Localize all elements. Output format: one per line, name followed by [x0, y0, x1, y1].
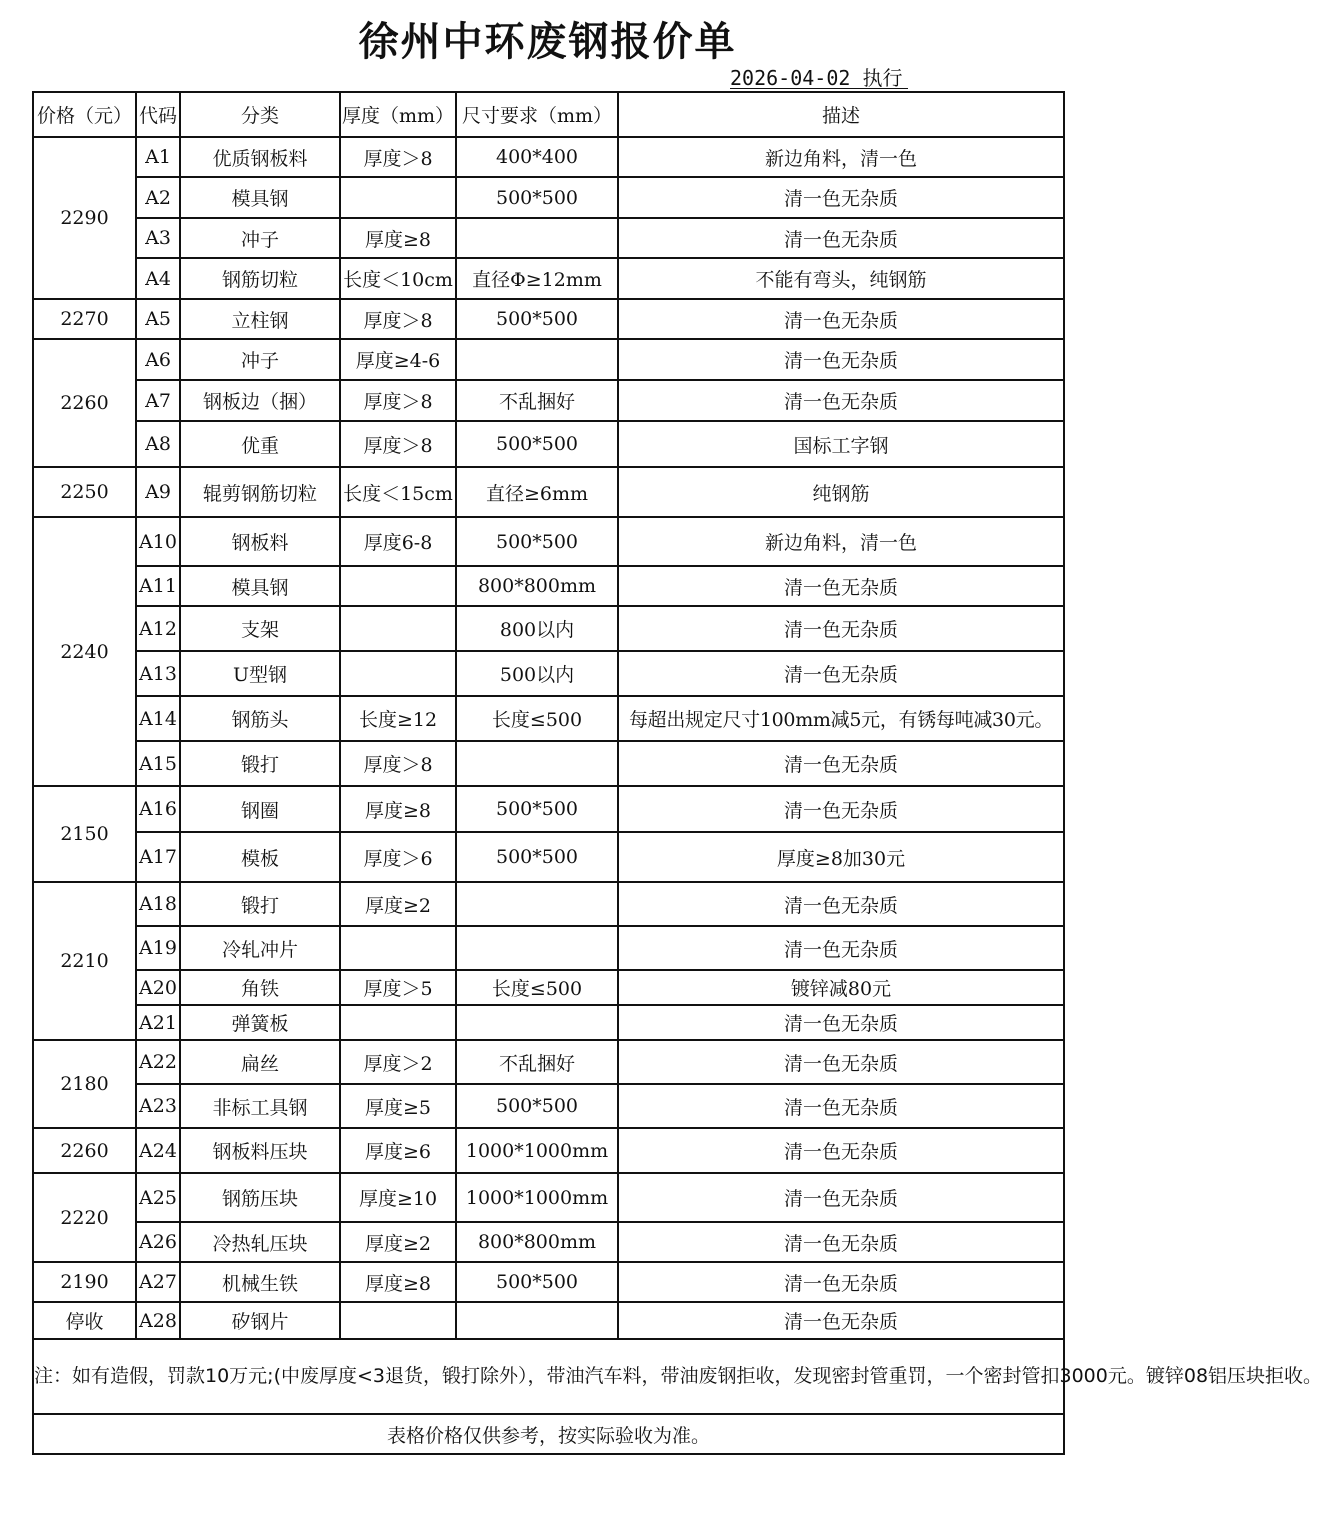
code-cell: A25	[136, 1173, 180, 1222]
header-size: 尺寸要求（mm）	[456, 92, 618, 137]
code-cell: A24	[136, 1128, 180, 1173]
description-cell: 清一色无杂质	[618, 786, 1064, 832]
category-cell: 非标工具钢	[180, 1084, 340, 1128]
size-cell: 800以内	[456, 606, 618, 651]
thickness-cell: 长度＜15cm	[340, 467, 456, 517]
thickness-cell: 厚度＞8	[340, 137, 456, 177]
table-row	[33, 177, 1064, 218]
price-cell: 2240	[33, 517, 136, 786]
category-cell: 机械生铁	[180, 1262, 340, 1302]
description-cell: 厚度≥8加30元	[618, 832, 1064, 882]
size-cell: 500*500	[456, 1084, 618, 1128]
size-cell: 长度≤500	[456, 970, 618, 1005]
code-cell: A16	[136, 786, 180, 832]
size-cell: 500*500	[456, 299, 618, 339]
size-cell: 不乱捆好	[456, 1040, 618, 1084]
table-row	[33, 467, 1064, 517]
code-cell: A19	[136, 926, 180, 970]
thickness-cell	[340, 926, 456, 970]
description-cell: 清一色无杂质	[618, 299, 1064, 339]
table-row	[33, 651, 1064, 696]
table-row	[33, 882, 1064, 926]
description-cell: 清一色无杂质	[618, 1302, 1064, 1339]
description-cell: 清一色无杂质	[618, 926, 1064, 970]
category-cell: 扁丝	[180, 1040, 340, 1084]
size-cell: 500*500	[456, 177, 618, 218]
thickness-cell: 厚度＞6	[340, 832, 456, 882]
category-cell: 角铁	[180, 970, 340, 1005]
note-row	[33, 1339, 1064, 1414]
description-cell: 清一色无杂质	[618, 1173, 1064, 1222]
category-cell: 矽钢片	[180, 1302, 340, 1339]
thickness-cell: 厚度＞8	[340, 421, 456, 467]
price-table	[32, 91, 1322, 1455]
table-row	[33, 832, 1064, 882]
description-cell: 清一色无杂质	[618, 741, 1064, 786]
thickness-cell	[340, 177, 456, 218]
code-cell: A7	[136, 380, 180, 421]
code-cell: A18	[136, 882, 180, 926]
size-cell	[456, 1302, 618, 1339]
category-cell: 冷热轧压块	[180, 1222, 340, 1262]
size-cell: 直径Φ≥12mm	[456, 258, 618, 299]
description-cell: 清一色无杂质	[618, 651, 1064, 696]
table-row	[33, 299, 1064, 339]
thickness-cell: 厚度≥8	[340, 1262, 456, 1302]
description-cell: 新边角料，清一色	[618, 137, 1064, 177]
category-cell: 钢板料压块	[180, 1128, 340, 1173]
code-cell: A12	[136, 606, 180, 651]
header-code: 代码	[136, 92, 180, 137]
table-row	[33, 1222, 1064, 1262]
code-cell: A17	[136, 832, 180, 882]
size-cell	[456, 882, 618, 926]
header-thickness: 厚度（mm）	[340, 92, 456, 137]
note-text: 注：如有造假，罚款10万元;(中废厚度<3退货，锻打除外），带油汽车料，带油废钢拒收，发现密封管重罚，一个密封管扣3000元。镀锌08铝压块拒收。	[33, 1339, 1064, 1414]
price-cell: 2270	[33, 299, 136, 339]
size-cell: 500*500	[456, 421, 618, 467]
size-cell: 500*500	[456, 832, 618, 882]
code-cell: A21	[136, 1005, 180, 1040]
disclaimer-row	[33, 1414, 1064, 1454]
size-cell: 1000*1000mm	[456, 1173, 618, 1222]
code-cell: A20	[136, 970, 180, 1005]
category-cell: 钢圈	[180, 786, 340, 832]
thickness-cell: 厚度≥6	[340, 1128, 456, 1173]
size-cell: 不乱捆好	[456, 380, 618, 421]
description-cell: 清一色无杂质	[618, 606, 1064, 651]
price-cell: 2180	[33, 1040, 136, 1128]
thickness-cell: 厚度＞8	[340, 741, 456, 786]
table-row	[33, 1302, 1064, 1339]
table-row	[33, 741, 1064, 786]
price-cell: 2190	[33, 1262, 136, 1302]
document-title: 徐州中环废钢报价单	[358, 19, 737, 65]
size-cell: 800*800mm	[456, 1222, 618, 1262]
category-cell: 钢筋头	[180, 696, 340, 741]
description-cell: 新边角料，清一色	[618, 517, 1064, 566]
thickness-cell: 厚度＞2	[340, 1040, 456, 1084]
code-cell: A11	[136, 566, 180, 606]
category-cell: 辊剪钢筋切粒	[180, 467, 340, 517]
thickness-cell	[340, 651, 456, 696]
price-cell: 2250	[33, 467, 136, 517]
description-cell: 清一色无杂质	[618, 882, 1064, 926]
price-cell: 2220	[33, 1173, 136, 1262]
code-cell: A13	[136, 651, 180, 696]
category-cell: 钢板边（捆）	[180, 380, 340, 421]
thickness-cell: 厚度＞5	[340, 970, 456, 1005]
description-cell: 清一色无杂质	[618, 1040, 1064, 1084]
size-cell: 500*500	[456, 517, 618, 566]
code-cell: A1	[136, 137, 180, 177]
table-row	[33, 517, 1064, 566]
category-cell: 锻打	[180, 882, 340, 926]
category-cell: 模具钢	[180, 177, 340, 218]
category-cell: 支架	[180, 606, 340, 651]
size-cell	[456, 741, 618, 786]
table-row	[33, 1128, 1064, 1173]
thickness-cell	[340, 1302, 456, 1339]
code-cell: A15	[136, 741, 180, 786]
table-row	[33, 786, 1064, 832]
thickness-cell	[340, 606, 456, 651]
description-cell: 清一色无杂质	[618, 1222, 1064, 1262]
description-cell: 国标工字钢	[618, 421, 1064, 467]
category-cell: 冲子	[180, 218, 340, 258]
thickness-cell: 厚度≥10	[340, 1173, 456, 1222]
size-cell	[456, 339, 618, 380]
code-cell: A8	[136, 421, 180, 467]
size-cell: 500*500	[456, 1262, 618, 1302]
size-cell: 500以内	[456, 651, 618, 696]
header-row	[33, 92, 1064, 137]
price-cell: 2150	[33, 786, 136, 882]
code-cell: A5	[136, 299, 180, 339]
code-cell: A14	[136, 696, 180, 741]
size-cell: 400*400	[456, 137, 618, 177]
table-row	[33, 606, 1064, 651]
category-cell: 钢筋压块	[180, 1173, 340, 1222]
category-cell: 弹簧板	[180, 1005, 340, 1040]
description-cell: 清一色无杂质	[618, 1262, 1064, 1302]
thickness-cell: 厚度＞8	[340, 380, 456, 421]
description-cell: 清一色无杂质	[618, 339, 1064, 380]
category-cell: 优重	[180, 421, 340, 467]
table-body	[33, 137, 1064, 1339]
description-cell: 清一色无杂质	[618, 1128, 1064, 1173]
category-cell: 立柱钢	[180, 299, 340, 339]
size-cell	[456, 1005, 618, 1040]
thickness-cell: 厚度6-8	[340, 517, 456, 566]
thickness-cell: 厚度≥2	[340, 882, 456, 926]
table-row	[33, 926, 1064, 970]
table-row	[33, 566, 1064, 606]
category-cell: 模板	[180, 832, 340, 882]
code-cell: A4	[136, 258, 180, 299]
price-cell: 停收	[33, 1302, 136, 1339]
thickness-cell: 厚度≥8	[340, 218, 456, 258]
table-row	[33, 1040, 1064, 1084]
price-cell: 2290	[33, 137, 136, 299]
thickness-cell: 厚度≥8	[340, 786, 456, 832]
size-cell: 1000*1000mm	[456, 1128, 618, 1173]
size-cell: 直径≥6mm	[456, 467, 618, 517]
description-cell: 镀锌减80元	[618, 970, 1064, 1005]
category-cell: 冷轧冲片	[180, 926, 340, 970]
table-row	[33, 339, 1064, 380]
description-cell: 清一色无杂质	[618, 1005, 1064, 1040]
size-cell: 长度≤500	[456, 696, 618, 741]
table-row	[33, 1173, 1064, 1222]
description-cell: 清一色无杂质	[618, 1084, 1064, 1128]
thickness-cell: 厚度≥5	[340, 1084, 456, 1128]
description-cell: 清一色无杂质	[618, 218, 1064, 258]
description-cell: 不能有弯头，纯钢筋	[618, 258, 1064, 299]
thickness-cell: 厚度≥2	[340, 1222, 456, 1262]
table-row	[33, 137, 1064, 177]
table-row	[33, 1005, 1064, 1040]
description-cell: 清一色无杂质	[618, 380, 1064, 421]
table-row	[33, 380, 1064, 421]
thickness-cell	[340, 1005, 456, 1040]
disclaimer-text: 表格价格仅供参考，按实际验收为准。	[33, 1414, 1064, 1454]
effective-date: 2026-04-02 执行	[730, 66, 903, 90]
size-cell	[456, 218, 618, 258]
category-cell: 优质钢板料	[180, 137, 340, 177]
code-cell: A9	[136, 467, 180, 517]
code-cell: A27	[136, 1262, 180, 1302]
size-cell: 800*800mm	[456, 566, 618, 606]
code-cell: A26	[136, 1222, 180, 1262]
table-row	[33, 1262, 1064, 1302]
code-cell: A3	[136, 218, 180, 258]
header-description: 描述	[618, 92, 1064, 137]
thickness-cell: 厚度＞8	[340, 299, 456, 339]
code-cell: A28	[136, 1302, 180, 1339]
code-cell: A23	[136, 1084, 180, 1128]
code-cell: A6	[136, 339, 180, 380]
code-cell: A22	[136, 1040, 180, 1084]
category-cell: 锻打	[180, 741, 340, 786]
price-cell: 2210	[33, 882, 136, 1040]
table-row	[33, 421, 1064, 467]
thickness-cell: 长度≥12	[340, 696, 456, 741]
table-row	[33, 258, 1064, 299]
header-price: 价格（元）	[33, 92, 136, 137]
code-cell: A10	[136, 517, 180, 566]
code-cell: A2	[136, 177, 180, 218]
description-cell: 每超出规定尺寸100mm减5元，有锈每吨减30元。	[618, 696, 1064, 741]
category-cell: 钢筋切粒	[180, 258, 340, 299]
category-cell: 冲子	[180, 339, 340, 380]
description-cell: 清一色无杂质	[618, 566, 1064, 606]
date-underline	[730, 88, 908, 89]
table-row	[33, 218, 1064, 258]
category-cell: 钢板料	[180, 517, 340, 566]
thickness-cell: 厚度≥4-6	[340, 339, 456, 380]
table-row	[33, 1084, 1064, 1128]
price-cell: 2260	[33, 339, 136, 467]
header-category: 分类	[180, 92, 340, 137]
price-cell: 2260	[33, 1128, 136, 1173]
description-cell: 纯钢筋	[618, 467, 1064, 517]
thickness-cell	[340, 566, 456, 606]
thickness-cell: 长度＜10cm	[340, 258, 456, 299]
category-cell: U型钢	[180, 651, 340, 696]
size-cell: 500*500	[456, 786, 618, 832]
table-row	[33, 696, 1064, 741]
size-cell	[456, 926, 618, 970]
table-row	[33, 970, 1064, 1005]
category-cell: 模具钢	[180, 566, 340, 606]
description-cell: 清一色无杂质	[618, 177, 1064, 218]
